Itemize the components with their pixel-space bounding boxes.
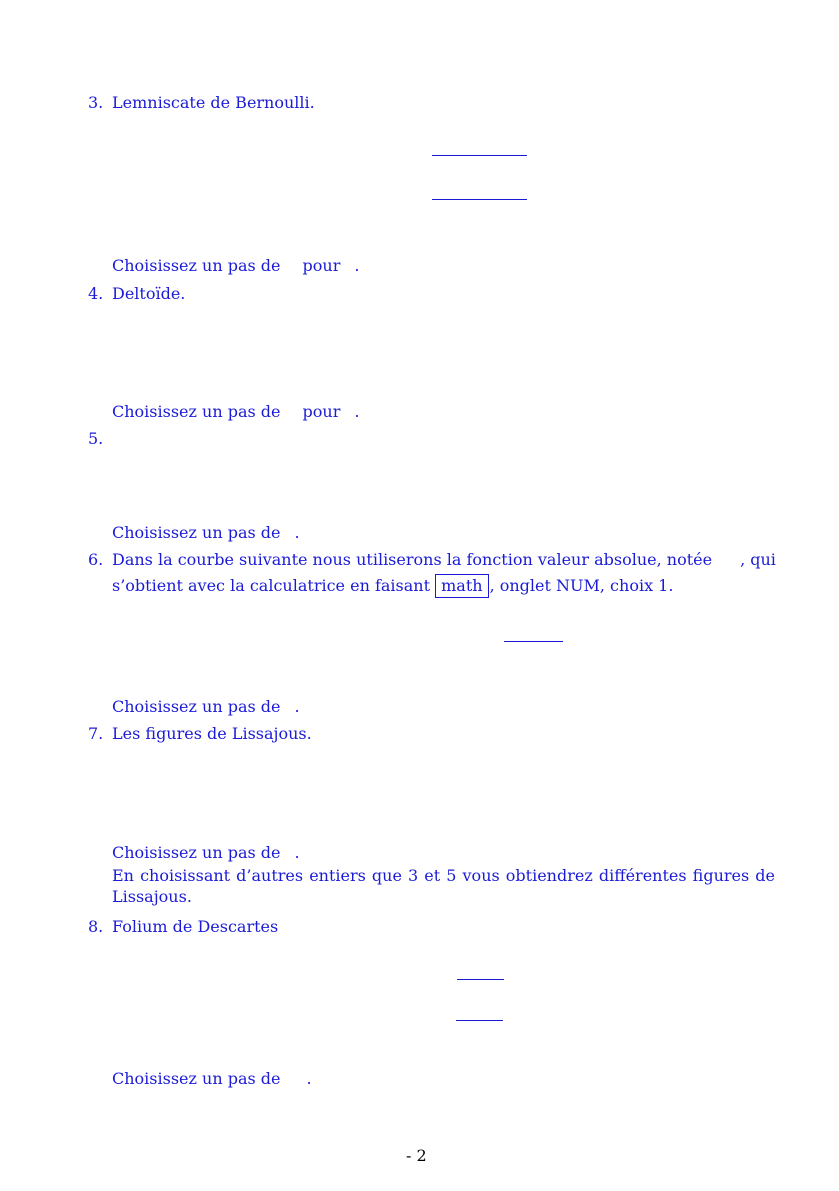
item-6-step-instruction: Choisissez un pas de . [112,697,300,716]
page-number: - 2 [406,1146,427,1165]
item-7-number: 7. [88,724,104,743]
item-4-step-instruction: Choisissez un pas de pour . [112,402,360,421]
fraction-bar [432,155,527,156]
item-8-title: Folium de Descartes [112,917,279,936]
item-8-step-instruction: Choisissez un pas de . [112,1069,312,1088]
fraction-bar [456,1020,503,1021]
math-key: math [435,574,488,598]
fraction-bar [457,979,504,980]
item-7-step-instruction: Choisissez un pas de . [112,843,300,862]
item-3-number: 3. [88,93,104,112]
fraction-bar [432,199,527,200]
item-7-note: En choisissant d’autres entiers que 3 et 5 vous obtiendrez différentes figures de Lissajous. [112,866,775,906]
item-4-number: 4. [88,284,104,303]
fraction-bar [504,641,563,642]
item-6-number: 6. [88,550,104,569]
item-6-line-2: s’obtient avec la calculatrice en faisant math , onglet NUM, choix 1. [112,574,673,598]
item-5-step-instruction: Choisissez un pas de . [112,523,300,542]
item-7-title: Les figures de Lissajous. [112,724,312,743]
item-5-number: 5. [88,429,104,448]
item-4-title: Deltoïde. [112,284,186,303]
item-3-step-instruction: Choisissez un pas de pour . [112,256,360,275]
item-6-line-1: Dans la courbe suivante nous utiliserons la fonction valeur absolue, notée , qui [112,550,776,569]
item-3-title: Lemniscate de Bernoulli. [112,93,315,112]
item-8-number: 8. [88,917,104,936]
